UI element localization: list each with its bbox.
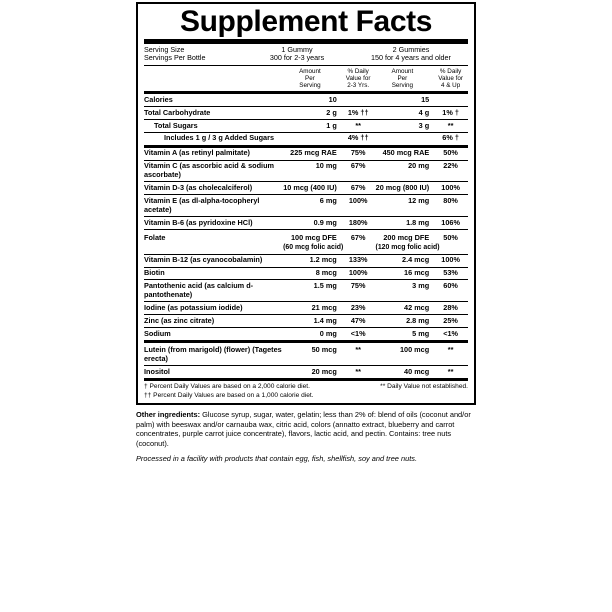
- nutrient-dv-2: 106%: [433, 217, 468, 230]
- nutrient-dv-1: **: [341, 341, 376, 365]
- table-row: [144, 302, 468, 315]
- nutrient-name: Iodine (as potassium iodide): [144, 302, 283, 315]
- nutrient-dv-1: 23%: [341, 302, 376, 315]
- nutrient-amount-2: 12 mg: [376, 195, 434, 217]
- nutrient-amount-2: [375, 229, 440, 254]
- nutrition-table: [144, 66, 468, 381]
- nutrient-amount-1: 21 mcg: [283, 302, 341, 315]
- nutrient-dv-1: 75%: [341, 146, 376, 160]
- table-row: [144, 160, 468, 182]
- nutrient-amount-2: [376, 132, 434, 146]
- nutrient-name: Total Carbohydrate: [144, 106, 283, 119]
- header-dv-2: [433, 66, 468, 92]
- nutrient-amount-2: 450 mcg RAE: [376, 146, 434, 160]
- nutrient-dv-1: 1% ††: [341, 106, 376, 119]
- nutrient-name: Vitamin B-6 (as pyridoxine HCl): [144, 217, 283, 230]
- nutrient-dv-2: 80%: [433, 195, 468, 217]
- nutrient-amount-2-sub: (120 mcg folic acid): [375, 243, 440, 251]
- other-ingredients-body: Glucose syrup, sugar, water, gelatin; less than 2% of: blend of oils (coconut and/or palm) with beeswax and/or carnauba wax, citric acid, colors (annatto extract, blueberry and carrot concentrates, purple carrot juice concentrate), flavors, lactic acid, and pectin. Contains: tree nuts (coconut).: [136, 410, 471, 449]
- nutrient-dv-2: **: [433, 366, 468, 380]
- nutrient-name: Vitamin A (as retinyl palmitate): [144, 146, 283, 160]
- servings-per-bottle-col1: 300 for 2-3 years: [269, 53, 325, 63]
- table-row: [144, 182, 468, 195]
- nutrient-amount-1: 225 mcg RAE: [283, 146, 341, 160]
- nutrient-amount-1: 6 mg: [283, 195, 341, 217]
- header-amount-1: [283, 66, 341, 92]
- nutrient-name: Calories: [144, 93, 283, 107]
- nutrient-amount-2: 2.4 mcg: [376, 254, 434, 267]
- nutrient-amount-2: 3 mg: [376, 280, 434, 302]
- header-dv-1-l3: 2-3 Yrs.: [347, 82, 370, 90]
- header-blank: [144, 66, 283, 92]
- nutrient-dv-2: **: [433, 119, 468, 132]
- table-row: [144, 217, 468, 230]
- nutrient-dv-1: 67%: [341, 160, 376, 182]
- nutrient-dv-2: 50%: [433, 146, 468, 160]
- header-amount-1-l3: Serving: [299, 82, 321, 90]
- header-dv-1-l2: Value for: [345, 74, 371, 82]
- nutrient-amount-1: 10 mg: [283, 160, 341, 182]
- nutrient-dv-1: 67%: [341, 182, 376, 195]
- nutrient-amount-1: 8 mcg: [283, 267, 341, 280]
- nutrient-amount-1: 1 g: [283, 119, 341, 132]
- nutrient-name: Sodium: [144, 328, 283, 342]
- header-amount-1-l2: Per: [305, 74, 315, 82]
- nutrient-name: Vitamin B-12 (as cyanocobalamin): [144, 254, 283, 267]
- nutrient-dv-1: 4% ††: [341, 132, 376, 146]
- nutrient-name: Zinc (as zinc citrate): [144, 315, 283, 328]
- nutrient-amount-2: 20 mg: [376, 160, 434, 182]
- table-row: [144, 280, 468, 302]
- table-row: [144, 229, 468, 254]
- nutrient-amount-1-main: 100 mcg DFE: [290, 232, 337, 242]
- nutrient-amount-1: 10: [283, 93, 341, 107]
- nutrient-amount-1: 0.9 mg: [283, 217, 341, 230]
- table-row: [144, 315, 468, 328]
- table-row: [144, 106, 468, 119]
- nutrient-dv-1: 75%: [341, 280, 376, 302]
- nutrient-dv-1: [341, 93, 376, 107]
- nutrient-amount-1: 1.4 mg: [283, 315, 341, 328]
- nutrient-amount-2: 15: [376, 93, 434, 107]
- nutrient-amount-2: 5 mg: [376, 328, 434, 342]
- nutrient-amount-2: 2.8 mg: [376, 315, 434, 328]
- table-row: [144, 119, 468, 132]
- table-row: [144, 267, 468, 280]
- header-amount-2-l1: Amount: [391, 67, 414, 75]
- nutrient-dv-2: 60%: [433, 280, 468, 302]
- nutrient-amount-2-main: 200 mcg DFE: [383, 232, 430, 242]
- nutrient-amount-1: 50 mcg: [283, 341, 341, 365]
- header-dv-2-l1: % Daily: [439, 67, 462, 75]
- nutrient-dv-2: 22%: [433, 160, 468, 182]
- nutrient-dv-1: 100%: [341, 267, 376, 280]
- nutrient-amount-1: 1.5 mg: [283, 280, 341, 302]
- nutrient-dv-2: 100%: [433, 254, 468, 267]
- nutrient-name: Vitamin D-3 (as cholecalciferol): [144, 182, 283, 195]
- nutrient-amount-2: 4 g: [376, 106, 434, 119]
- nutrient-name: Biotin: [144, 267, 283, 280]
- nutrient-dv-2: 6% †: [433, 132, 468, 146]
- title-divider: [144, 39, 468, 44]
- nutrient-name: Vitamin C (as ascorbic acid & sodium ascorbate): [144, 160, 283, 182]
- footnote-line-1: † Percent Daily Values are based on a 2,000 calorie diet.: [144, 383, 310, 391]
- nutrient-amount-1: 1.2 mcg: [283, 254, 341, 267]
- nutrient-amount-1: 10 mcg (400 IU): [283, 182, 341, 195]
- servings-per-bottle-row: [144, 54, 468, 63]
- nutrient-dv-1: 180%: [341, 217, 376, 230]
- header-dv-1-l1: % Daily: [347, 67, 369, 75]
- other-ingredients-block: [136, 410, 476, 463]
- header-dv-1: [341, 66, 376, 92]
- nutrient-amount-2: 16 mcg: [376, 267, 434, 280]
- panel-title: Supplement Facts: [180, 5, 432, 38]
- nutrient-amount-2: 20 mcg (800 IU): [376, 182, 434, 195]
- header-dv-2-l3: 4 & Up: [440, 82, 461, 90]
- table-row: [144, 366, 468, 380]
- nutrient-name: Lutein (from marigold) (flower) (Tagetes erecta): [144, 341, 283, 365]
- nutrient-amount-1: 20 mcg: [283, 366, 341, 380]
- table-row: [144, 254, 468, 267]
- footnote-dv-not-established: ** Daily Value not established.: [380, 383, 468, 391]
- nutrient-dv-2: [433, 93, 468, 107]
- nutrient-name: Total Sugars: [144, 119, 283, 132]
- nutrient-amount-2: 100 mcg: [376, 341, 434, 365]
- nutrient-dv-2: 53%: [433, 267, 468, 280]
- supplement-facts-panel: [136, 2, 476, 405]
- nutrient-name: Pantothenic acid (as calcium d-pantothenate): [144, 280, 283, 302]
- servings-per-bottle-label: Servings Per Bottle: [144, 53, 206, 63]
- nutrient-dv-1: <1%: [341, 328, 376, 342]
- nutrient-amount-2: 40 mcg: [376, 366, 434, 380]
- header-dv-2-l2: Value for: [438, 74, 463, 82]
- nutrient-name: Folate: [144, 229, 283, 254]
- nutrient-amount-1: 2 g: [283, 106, 341, 119]
- serving-size-col2: 2 Gummies: [392, 44, 430, 54]
- nutrient-dv-2: **: [433, 341, 468, 365]
- table-row: [144, 93, 468, 107]
- serving-info: [144, 46, 468, 64]
- nutrient-amount-1: [283, 229, 344, 254]
- table-row: [144, 328, 468, 342]
- nutrient-amount-2: 3 g: [376, 119, 434, 132]
- table-row: [144, 341, 468, 365]
- nutrient-name: Inositol: [144, 366, 283, 380]
- serving-size-col1: 1 Gummy: [281, 44, 313, 54]
- nutrient-dv-2: <1%: [433, 328, 468, 342]
- nutrient-amount-2: 1.8 mg: [376, 217, 434, 230]
- other-ingredients-label: Other ingredients:: [136, 410, 201, 420]
- servings-per-bottle-col2: 150 for 4 years and older: [371, 53, 451, 63]
- nutrient-dv-2: 1% †: [433, 106, 468, 119]
- other-ingredients-text: [136, 410, 476, 449]
- nutrient-dv-1: 133%: [341, 254, 376, 267]
- nutrient-amount-1: 0 mg: [283, 328, 341, 342]
- nutrient-dv-1: **: [341, 366, 376, 380]
- table-header-row: [144, 66, 468, 92]
- nutrient-dv-2: 50%: [433, 229, 468, 254]
- table-row: [144, 132, 468, 146]
- nutrient-dv-1: 100%: [341, 195, 376, 217]
- nutrient-dv-2: 28%: [433, 302, 468, 315]
- header-amount-2-l2: Per: [397, 74, 408, 82]
- facility-statement: Processed in a facility with products that contain egg, fish, shellfish, soy and tree nuts.: [136, 453, 417, 463]
- nutrient-dv-2: 100%: [433, 182, 468, 195]
- nutrient-dv-2: 25%: [433, 315, 468, 328]
- footnote-line-2: †† Percent Daily Values are based on a 1,000 calorie diet.: [144, 391, 314, 399]
- nutrient-amount-1-sub: (60 mcg folic acid): [283, 243, 344, 251]
- header-amount-2-l3: Serving: [391, 82, 414, 90]
- nutrient-amount-2: 42 mcg: [376, 302, 434, 315]
- nutrient-amount-1: [283, 132, 341, 146]
- table-row: [144, 146, 468, 160]
- table-row: [144, 195, 468, 217]
- nutrient-dv-1: 47%: [341, 315, 376, 328]
- footnotes: [144, 381, 468, 400]
- nutrient-name: Vitamin E (as dl-alpha-tocopheryl acetate): [144, 195, 283, 217]
- header-amount-2: [376, 66, 434, 92]
- nutrient-dv-1: 67%: [341, 229, 376, 254]
- footnote-daily-values: [144, 383, 314, 400]
- serving-size-label: Serving Size: [144, 44, 185, 54]
- header-amount-1-l1: Amount: [299, 67, 321, 75]
- nutrient-dv-1: **: [341, 119, 376, 132]
- nutrient-name: Includes 1 g / 3 g Added Sugars: [144, 132, 283, 146]
